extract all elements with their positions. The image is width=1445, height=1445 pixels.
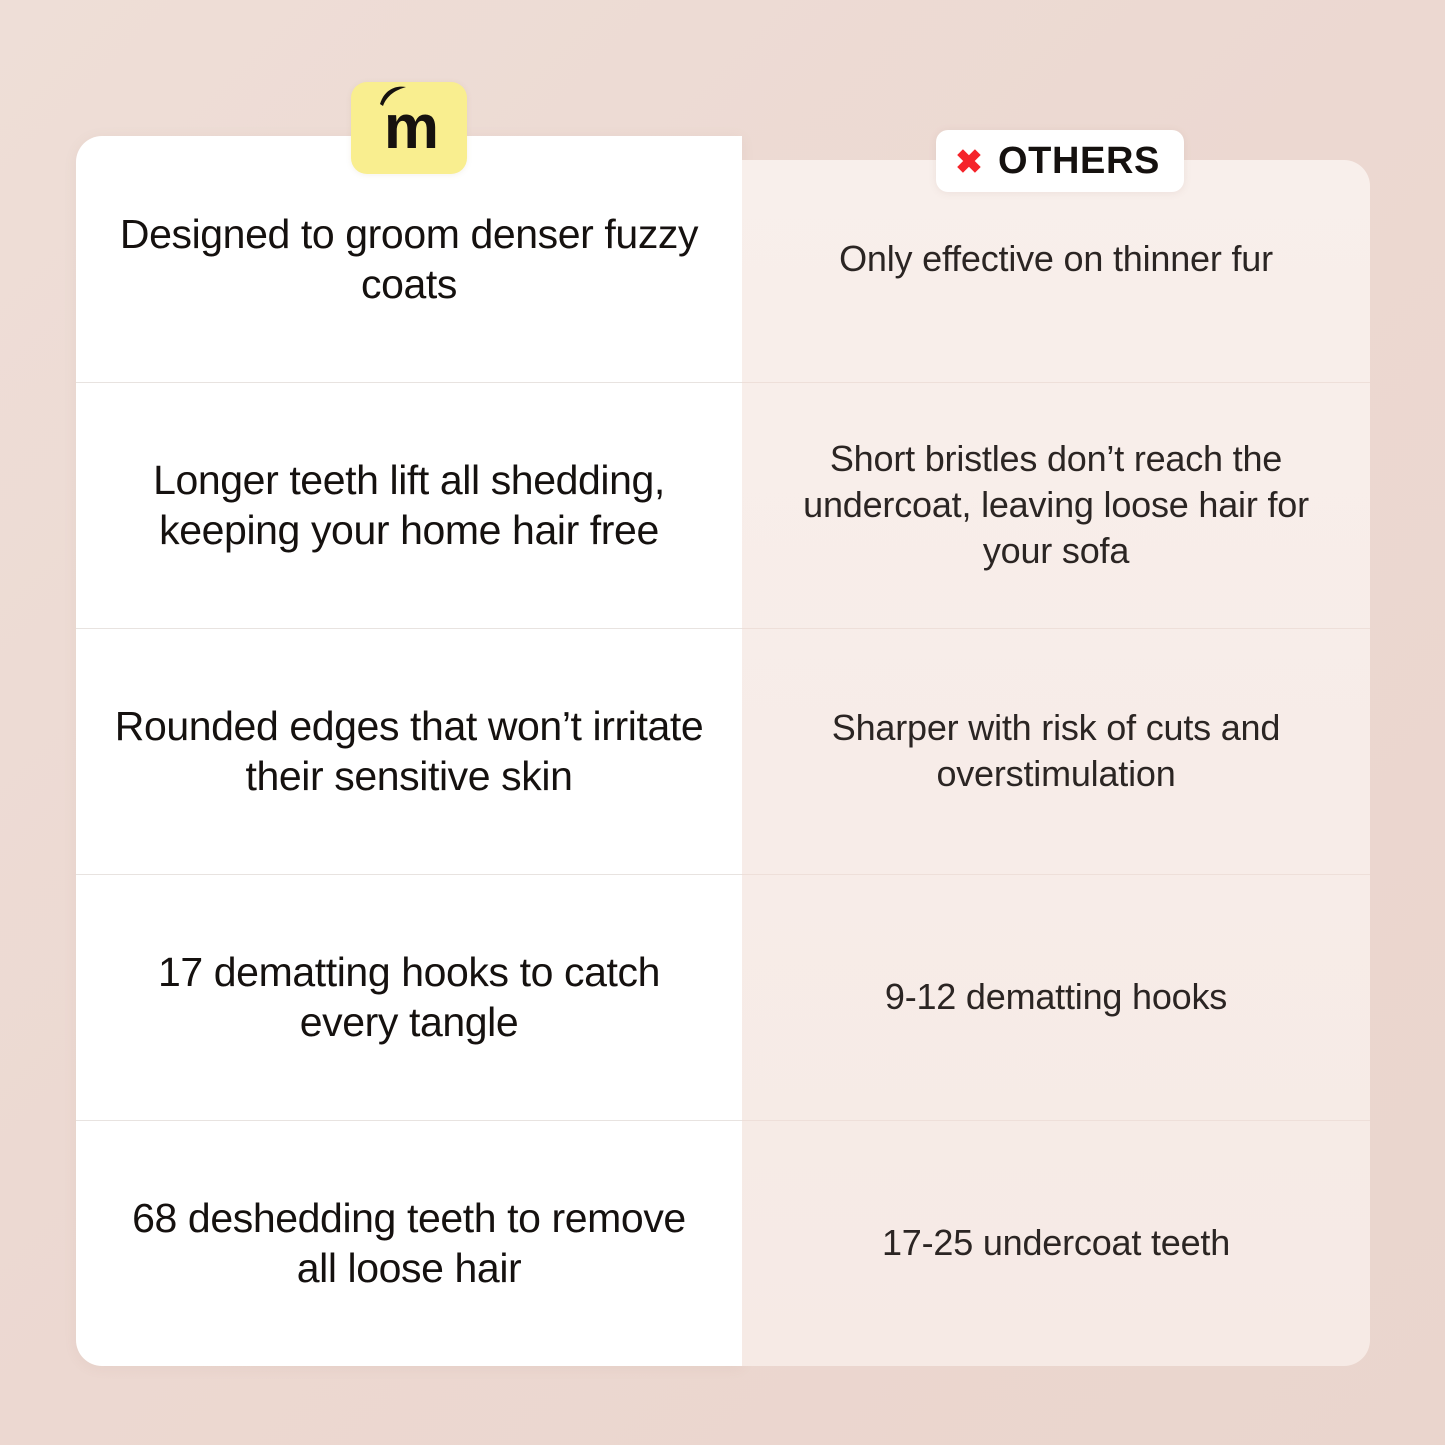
table-row [76, 382, 1370, 628]
red-x-icon: ✖ [955, 142, 983, 180]
table-row [76, 874, 1370, 1120]
ours-cell: 68 deshedding teeth to remove all loose hair [132, 1194, 686, 1291]
table-row [76, 628, 1370, 874]
others-cell: Sharper with risk of cuts and overstimulation [831, 706, 1281, 794]
ours-cell: Rounded edges that won’t irritate their sensitive skin [114, 702, 704, 799]
brand-logo-letter: m [383, 93, 439, 162]
others-label: OTHERS [998, 139, 1160, 182]
brand-logo-badge [351, 82, 467, 174]
others-cell: 17-25 undercoat teeth [881, 1221, 1231, 1263]
ours-cell: Longer teeth lift all shedding, keeping your home hair free [153, 456, 665, 553]
ours-cell: Designed to groom denser fuzzy coats [119, 210, 699, 307]
others-cell: 9-12 dematting hooks [884, 975, 1228, 1017]
comparison-table [76, 136, 1370, 1366]
others-cell: Short bristles don’t reach the undercoat, leaving loose hair for your sofa [803, 437, 1309, 572]
comparison-rows [76, 136, 1370, 1366]
table-row [76, 1120, 1370, 1366]
others-header-badge [936, 130, 1184, 192]
others-cell: Only effective on thinner fur [839, 237, 1273, 279]
brand-logo-mark [380, 93, 439, 162]
ours-cell: 17 dematting hooks to catch every tangle [157, 948, 661, 1045]
swoosh-icon [378, 85, 408, 107]
